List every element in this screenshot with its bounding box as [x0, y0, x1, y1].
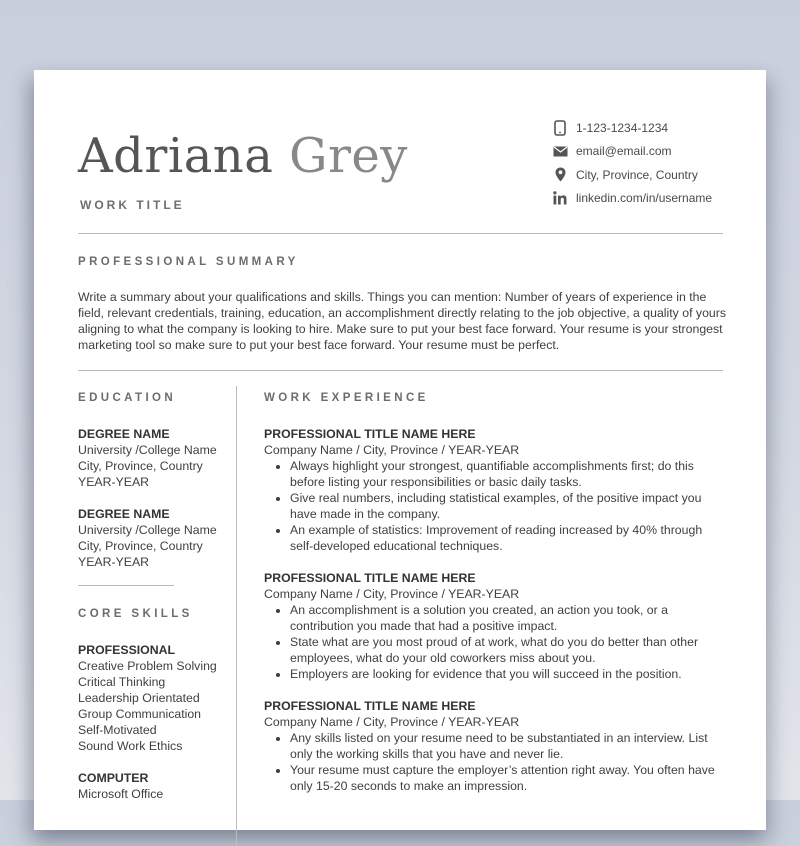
skill-item: Leadership Orientated: [78, 691, 200, 705]
job-bullet: • State what are you most proud of at work, what do you do better than other employees, what do your old coworkers miss about you.: [290, 634, 726, 666]
school-location: City, Province, Country: [78, 539, 203, 553]
resume-page: [34, 70, 766, 830]
first-name: Adriana: [78, 128, 274, 184]
job-bullets: [264, 602, 726, 682]
phone-icon: [552, 120, 568, 136]
contact-phone: [552, 116, 712, 140]
job-company: Company Name / City, Province / YEAR-YEAR: [264, 587, 520, 601]
job-bullet: • An accomplishment is a solution you created, an action you took, or a contribution you made that had a positive impact.: [290, 602, 726, 634]
job-bullets: [264, 458, 726, 554]
school-years: YEAR-YEAR: [78, 475, 150, 489]
job-entry: [264, 570, 726, 682]
school-location: City, Province, Country: [78, 459, 203, 473]
job-bullet: • Give real numbers, including statistical examples, of the positive impact you have made in the company.: [290, 490, 726, 522]
contact-linkedin: [552, 187, 712, 211]
job-bullet: • An example of statistics: Improvement of reading increased by 40% through self-developed educational techniques.: [290, 522, 726, 554]
linkedin-text: linkedin.com/in/username: [576, 191, 713, 206]
skill-group: [78, 642, 228, 754]
education-divider: [78, 585, 174, 586]
degree-name: DEGREE NAME: [78, 427, 170, 441]
job-entry: [264, 698, 726, 794]
degree-name: DEGREE NAME: [78, 507, 170, 521]
summary-heading: PROFESSIONAL SUMMARY: [78, 256, 299, 268]
email-text: email@email.com: [576, 144, 672, 159]
skill-group-title: COMPUTER: [78, 771, 149, 785]
job-title: PROFESSIONAL TITLE NAME HERE: [264, 427, 476, 441]
skill-item: Self-Motivated: [78, 723, 157, 737]
job-company: Company Name / City, Province / YEAR-YEAR: [264, 715, 520, 729]
school-name: University /College Name: [78, 523, 217, 537]
last-name: Grey: [289, 128, 408, 184]
experience-list: [264, 426, 726, 810]
location-text: City, Province, Country: [576, 167, 698, 182]
linkedin-icon: [552, 190, 568, 206]
education-item: [78, 426, 228, 490]
contact-block: [552, 116, 712, 210]
summary-divider: [78, 370, 723, 371]
education-list: [78, 426, 228, 586]
header-divider: [78, 233, 723, 234]
summary-text: Write a summary about your qualifications and skills. Things you can mention: Number of years of experience in the field, relevant credentials, training, education, an accomplishment directly relating to the job objective, a quality of yours aligning to what the company is looking to hire. Make sure to put your best face forward. Your resume is your strongest marketing tool so make sure to put your best face forward. Your resume must be perfect.: [78, 290, 726, 352]
job-bullet: • Any skills listed on your resume need to be substantiated in an interview. List only the working skills that you have and never lie.: [290, 730, 726, 762]
job-title: PROFESSIONAL TITLE NAME HERE: [264, 699, 476, 713]
skills-list: [78, 642, 228, 818]
school-years: YEAR-YEAR: [78, 555, 150, 569]
skill-group: [78, 770, 228, 802]
job-bullets: [264, 730, 726, 794]
skill-item: Sound Work Ethics: [78, 739, 183, 753]
contact-email: [552, 140, 712, 164]
skill-item: Group Communication: [78, 707, 202, 721]
location-pin-icon: [552, 167, 568, 183]
contact-location: [552, 163, 712, 187]
work-title: WORK TITLE: [80, 198, 185, 212]
education-heading: EDUCATION: [78, 392, 177, 404]
column-divider: [236, 386, 237, 846]
job-bullet: • Your resume must capture the employer’s attention right away. You often have only 15-20 seconds to make an impression.: [290, 762, 726, 794]
skill-group-title: PROFESSIONAL: [78, 643, 176, 657]
phone-text: 1-123-1234-1234: [576, 120, 669, 135]
skill-item: Critical Thinking: [78, 675, 166, 689]
job-bullet: • Employers are looking for evidence that you will succeed in the position.: [290, 666, 726, 682]
job-title: PROFESSIONAL TITLE NAME HERE: [264, 571, 476, 585]
job-entry: [264, 426, 726, 554]
job-company: Company Name / City, Province / YEAR-YEAR: [264, 443, 520, 457]
skills-heading: CORE SKILLS: [78, 608, 193, 620]
job-bullet: • Always highlight your strongest, quantifiable accomplishments first; do this before listing your responsibilities or basic daily tasks.: [290, 458, 726, 490]
school-name: University /College Name: [78, 443, 217, 457]
email-icon: [552, 143, 568, 159]
candidate-name: [78, 128, 408, 184]
skill-item: Creative Problem Solving: [78, 659, 217, 673]
experience-heading: WORK EXPERIENCE: [264, 392, 429, 404]
skill-item: Microsoft Office: [78, 787, 164, 801]
education-item: [78, 506, 228, 570]
